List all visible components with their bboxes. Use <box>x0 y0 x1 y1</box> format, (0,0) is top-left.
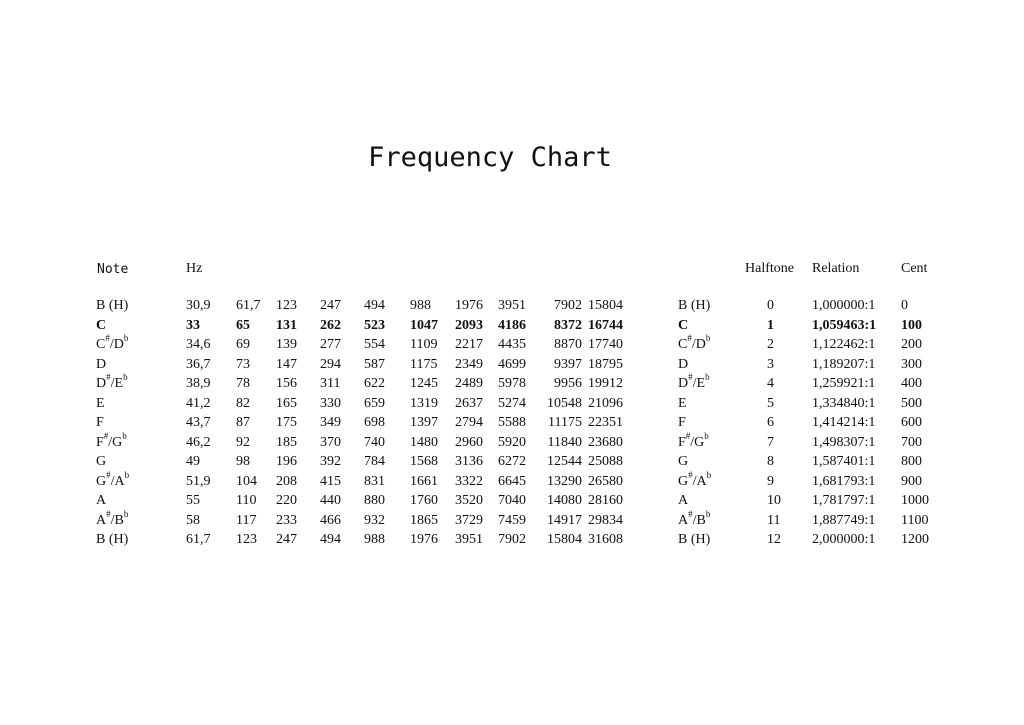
hz-cell: 92 <box>236 434 250 450</box>
hz-cell: 41,2 <box>186 395 211 411</box>
relation-cell: 1,887749:1 <box>812 512 876 528</box>
hz-cell: 19912 <box>588 376 623 391</box>
hz-cell: 117 <box>236 512 257 528</box>
note-cell <box>96 530 128 549</box>
hz-cell: 43,7 <box>186 415 211 430</box>
hz-cell: 220 <box>276 493 297 508</box>
hz-cell: 1109 <box>410 337 438 352</box>
hz-cell: 1976 <box>410 532 438 547</box>
hz-cell: 2794 <box>455 415 483 430</box>
hz-cell: 587 <box>364 356 385 372</box>
note-cell-right <box>678 394 687 413</box>
table-row <box>0 335 1000 354</box>
hz-cell: 78 <box>236 376 250 391</box>
note-sup1: # <box>106 469 111 480</box>
note-base: D <box>678 376 689 391</box>
note-mid: /B <box>692 512 706 528</box>
halftone-cell: 1 <box>767 317 774 333</box>
hz-cell: 1661 <box>410 473 438 489</box>
cent-cell: 900 <box>901 473 922 489</box>
relation-cell: 1,587401:1 <box>812 454 876 469</box>
note-base: A <box>678 493 689 508</box>
note-cell-right <box>678 374 710 393</box>
hz-cell: 370 <box>320 434 341 450</box>
note-base: B (H) <box>96 532 129 547</box>
hz-cell: 22351 <box>588 415 623 430</box>
note-mid: /A <box>692 473 707 489</box>
hz-cell: 932 <box>364 512 385 528</box>
halftone-cell: 4 <box>767 376 774 391</box>
hz-cell: 5978 <box>498 376 526 391</box>
halftone-cell: 5 <box>767 395 774 411</box>
note-cell-right <box>678 469 712 491</box>
hz-cell: 3729 <box>455 512 483 528</box>
hz-cell: 25088 <box>588 454 623 469</box>
halftone-cell: 6 <box>767 415 774 430</box>
hz-cell: 123 <box>236 532 257 547</box>
note-cell <box>96 394 105 413</box>
hz-cell: 2960 <box>455 434 483 450</box>
hz-cell: 15804 <box>547 532 582 547</box>
hz-cell: 1175 <box>410 356 438 372</box>
note-cell-right <box>678 430 709 452</box>
hz-cell: 988 <box>364 532 385 547</box>
hz-cell: 1047 <box>410 317 438 333</box>
note-mid: /D <box>109 337 124 352</box>
note-sup2: b <box>705 372 710 383</box>
note-sup2: b <box>705 333 711 344</box>
halftone-header: Halftone <box>745 261 794 276</box>
hz-cell: 23680 <box>588 434 623 450</box>
note-base: G <box>96 473 107 489</box>
table-row <box>0 469 1000 491</box>
hz-cell: 73 <box>236 356 250 372</box>
note-base: C <box>96 317 107 333</box>
hz-cell: 98 <box>236 454 250 469</box>
hz-cell: 14917 <box>547 512 582 528</box>
note-sup2: b <box>123 333 129 344</box>
note-sup2: b <box>123 508 129 519</box>
note-mid: /D <box>691 337 706 352</box>
hz-cell: 1245 <box>410 376 438 391</box>
table-row <box>0 374 1000 393</box>
cent-cell: 1100 <box>901 512 929 528</box>
hz-cell: 16744 <box>588 317 623 333</box>
hz-cell: 29834 <box>588 512 623 528</box>
hz-cell: 2489 <box>455 376 483 391</box>
hz-cell: 1865 <box>410 512 438 528</box>
hz-cell: 294 <box>320 356 341 372</box>
hz-cell: 51,9 <box>186 473 211 489</box>
note-sup1: # <box>688 508 693 519</box>
hz-cell: 6645 <box>498 473 526 489</box>
hz-cell: 2217 <box>455 337 483 352</box>
note-sup1: # <box>688 372 693 383</box>
hz-cell: 104 <box>236 473 257 489</box>
hz-cell: 7902 <box>498 532 526 547</box>
relation-cell: 1,681793:1 <box>812 473 876 489</box>
halftone-cell: 11 <box>767 512 781 528</box>
note-cell <box>96 469 130 491</box>
note-cell <box>96 452 106 471</box>
note-base: F <box>678 415 686 430</box>
hz-cell: 61,7 <box>236 298 261 313</box>
hz-cell: 494 <box>320 532 341 547</box>
note-cell-right <box>678 508 711 530</box>
hz-cell: 622 <box>364 376 385 391</box>
hz-cell: 123 <box>276 298 297 313</box>
note-base: A <box>96 493 107 508</box>
relation-cell: 1,189207:1 <box>812 356 876 372</box>
table-row <box>0 355 1000 374</box>
note-sup1: # <box>106 508 111 519</box>
cent-cell: 300 <box>901 356 922 372</box>
hz-cell: 4186 <box>498 317 526 333</box>
hz-cell: 4699 <box>498 356 526 372</box>
note-cell-right <box>678 296 710 315</box>
hz-cell: 7459 <box>498 512 526 528</box>
relation-cell: 1,122462:1 <box>812 337 876 352</box>
note-base: C <box>678 337 688 352</box>
hz-cell: 61,7 <box>186 532 211 547</box>
hz-cell: 49 <box>186 454 200 469</box>
note-base: G <box>96 454 107 469</box>
hz-cell: 30,9 <box>186 298 211 313</box>
note-cell-right <box>678 413 686 432</box>
hz-cell: 139 <box>276 337 297 352</box>
note-sup1: # <box>105 333 110 344</box>
hz-cell: 28160 <box>588 493 623 508</box>
halftone-cell: 8 <box>767 454 774 469</box>
note-cell <box>96 508 129 530</box>
hz-cell: 988 <box>410 298 431 313</box>
note-sup1: # <box>103 430 109 441</box>
note-mid: /B <box>110 512 124 528</box>
hz-cell: 4435 <box>498 337 526 352</box>
hz-cell: 523 <box>364 317 385 333</box>
note-sup2: b <box>704 430 709 441</box>
hz-cell: 8870 <box>554 337 582 352</box>
note-cell-right <box>678 316 688 335</box>
note-base: F <box>96 434 104 450</box>
hz-cell: 277 <box>320 337 341 352</box>
cent-cell: 800 <box>901 454 922 469</box>
hz-cell: 2349 <box>455 356 483 372</box>
hz-cell: 247 <box>276 532 297 547</box>
halftone-cell: 12 <box>767 532 781 547</box>
note-cell-right <box>678 530 710 549</box>
note-base: G <box>678 454 689 469</box>
hz-cell: 3951 <box>498 298 526 313</box>
note-cell-right <box>678 355 688 374</box>
hz-cell: 349 <box>320 415 341 430</box>
table-row <box>0 394 1000 413</box>
hz-cell: 5274 <box>498 395 526 411</box>
hz-cell: 34,6 <box>186 337 211 352</box>
cent-cell: 700 <box>901 434 922 450</box>
hz-cell: 38,9 <box>186 376 211 391</box>
page-title: Frequency Chart <box>368 142 612 173</box>
note-base: D <box>96 356 107 372</box>
hz-cell: 11840 <box>547 434 582 450</box>
hz-cell: 21096 <box>588 395 623 411</box>
hz-cell: 311 <box>320 376 341 391</box>
hz-cell: 831 <box>364 473 385 489</box>
hz-cell: 147 <box>276 356 297 372</box>
note-sup2: b <box>124 469 130 480</box>
hz-cell: 415 <box>320 473 341 489</box>
hz-cell: 36,7 <box>186 356 211 372</box>
cent-cell: 600 <box>901 415 922 430</box>
hz-cell: 156 <box>276 376 297 391</box>
note-cell <box>96 296 128 315</box>
hz-cell: 185 <box>276 434 297 450</box>
note-base: B (H) <box>678 532 711 547</box>
hz-cell: 175 <box>276 415 297 430</box>
hz-cell: 392 <box>320 454 341 469</box>
note-base: E <box>678 395 687 411</box>
hz-cell: 330 <box>320 395 341 411</box>
hz-cell: 3951 <box>455 532 483 547</box>
note-cell <box>96 430 127 452</box>
hz-cell: 55 <box>186 493 200 508</box>
note-mid: /E <box>110 376 124 391</box>
hz-cell: 880 <box>364 493 385 508</box>
note-cell <box>96 355 106 374</box>
table-row <box>0 413 1000 432</box>
hz-cell: 1397 <box>410 415 438 430</box>
hz-cell: 440 <box>320 493 341 508</box>
hz-cell: 82 <box>236 395 250 411</box>
hz-cell: 233 <box>276 512 297 528</box>
note-mid: /G <box>108 434 123 450</box>
hz-cell: 58 <box>186 512 200 528</box>
hz-cell: 5588 <box>498 415 526 430</box>
hz-cell: 7040 <box>498 493 526 508</box>
note-base: G <box>678 473 689 489</box>
hz-cell: 31608 <box>588 532 623 547</box>
hz-cell: 1480 <box>410 434 438 450</box>
hz-cell: 26580 <box>588 473 623 489</box>
hz-cell: 131 <box>276 317 297 333</box>
note-base: B (H) <box>96 298 129 313</box>
note-sup1: # <box>106 372 111 383</box>
note-base: B (H) <box>678 298 711 313</box>
table-row <box>0 430 1000 452</box>
note-sup2: b <box>706 469 712 480</box>
hz-cell: 5920 <box>498 434 526 450</box>
note-cell <box>96 316 106 335</box>
relation-header: Relation <box>812 261 860 276</box>
relation-cell: 1,781797:1 <box>812 493 876 508</box>
note-base: A <box>678 512 689 528</box>
note-sup2: b <box>705 508 711 519</box>
hz-cell: 1976 <box>455 298 483 313</box>
relation-cell: 1,259921:1 <box>812 376 876 391</box>
hz-cell: 698 <box>364 415 385 430</box>
note-base: D <box>96 376 107 391</box>
halftone-cell: 2 <box>767 337 774 352</box>
note-cell <box>96 374 128 393</box>
hz-cell: 3322 <box>455 473 483 489</box>
note-sup2: b <box>123 372 128 383</box>
halftone-cell: 3 <box>767 356 774 372</box>
hz-cell: 10548 <box>547 395 582 411</box>
hz-cell: 46,2 <box>186 434 211 450</box>
table-row <box>0 491 1000 510</box>
hz-cell: 13290 <box>547 473 582 489</box>
note-cell <box>96 491 106 510</box>
relation-cell: 1,000000:1 <box>812 298 876 313</box>
relation-cell: 1,498307:1 <box>812 434 876 450</box>
hz-cell: 1568 <box>410 454 438 469</box>
hz-cell: 784 <box>364 454 385 469</box>
hz-cell: 494 <box>364 298 385 313</box>
hz-cell: 7902 <box>554 298 582 313</box>
note-base: A <box>96 512 107 528</box>
hz-cell: 17740 <box>588 337 623 352</box>
note-base: F <box>96 415 104 430</box>
table-row <box>0 452 1000 471</box>
hz-cell: 6272 <box>498 454 526 469</box>
note-mid: /G <box>690 434 705 450</box>
cent-cell: 100 <box>901 317 922 333</box>
hz-cell: 14080 <box>547 493 582 508</box>
table-row <box>0 316 1000 335</box>
table-row <box>0 296 1000 315</box>
hz-cell: 110 <box>236 493 257 508</box>
hz-cell: 12544 <box>547 454 582 469</box>
relation-cell: 1,059463:1 <box>812 317 877 333</box>
note-sup2: b <box>122 430 127 441</box>
hz-cell: 9397 <box>554 356 582 372</box>
cent-cell: 0 <box>901 298 908 313</box>
hz-cell: 9956 <box>554 376 582 391</box>
cent-header: Cent <box>901 261 928 276</box>
relation-cell: 2,000000:1 <box>812 532 876 547</box>
hz-cell: 554 <box>364 337 385 352</box>
hz-cell: 1319 <box>410 395 438 411</box>
hz-cell: 11175 <box>548 415 582 430</box>
hz-cell: 196 <box>276 454 297 469</box>
hz-cell: 165 <box>276 395 297 411</box>
table-row <box>0 508 1000 530</box>
halftone-cell: 9 <box>767 473 774 489</box>
halftone-cell: 10 <box>767 493 781 508</box>
note-sup1: # <box>687 333 692 344</box>
note-cell <box>96 413 104 432</box>
cent-cell: 400 <box>901 376 922 391</box>
table-row <box>0 530 1000 549</box>
hz-cell: 659 <box>364 395 385 411</box>
hz-cell: 208 <box>276 473 297 489</box>
hz-cell: 15804 <box>588 298 623 313</box>
relation-cell: 1,414214:1 <box>812 415 876 430</box>
hz-cell: 2093 <box>455 317 483 333</box>
hz-cell: 87 <box>236 415 250 430</box>
note-header: Note <box>97 262 129 277</box>
hz-cell: 262 <box>320 317 341 333</box>
hz-cell: 69 <box>236 337 250 352</box>
cent-cell: 500 <box>901 395 922 411</box>
note-cell-right <box>678 491 688 510</box>
hz-cell: 466 <box>320 512 341 528</box>
cent-cell: 200 <box>901 337 922 352</box>
hz-cell: 740 <box>364 434 385 450</box>
note-sup1: # <box>685 430 691 441</box>
hz-cell: 1760 <box>410 493 438 508</box>
note-base: F <box>678 434 686 450</box>
hz-cell: 2637 <box>455 395 483 411</box>
hz-cell: 33 <box>186 317 200 333</box>
note-base: C <box>96 337 106 352</box>
note-base: C <box>678 317 689 333</box>
hz-cell: 3136 <box>455 454 483 469</box>
halftone-cell: 7 <box>767 434 774 450</box>
hz-header: Hz <box>186 261 203 276</box>
note-base: E <box>96 395 105 411</box>
note-cell-right <box>678 452 688 471</box>
note-sup1: # <box>688 469 693 480</box>
hz-cell: 247 <box>320 298 341 313</box>
hz-cell: 18795 <box>588 356 623 372</box>
halftone-cell: 0 <box>767 298 774 313</box>
hz-cell: 8372 <box>554 317 582 333</box>
relation-cell: 1,334840:1 <box>812 395 876 411</box>
cent-cell: 1200 <box>901 532 929 547</box>
note-base: D <box>678 356 689 372</box>
note-mid: /E <box>692 376 706 391</box>
hz-cell: 65 <box>236 317 250 333</box>
cent-cell: 1000 <box>901 493 929 508</box>
note-cell-right <box>678 335 710 354</box>
note-cell <box>96 335 128 354</box>
note-mid: /A <box>110 473 125 489</box>
hz-cell: 3520 <box>455 493 483 508</box>
